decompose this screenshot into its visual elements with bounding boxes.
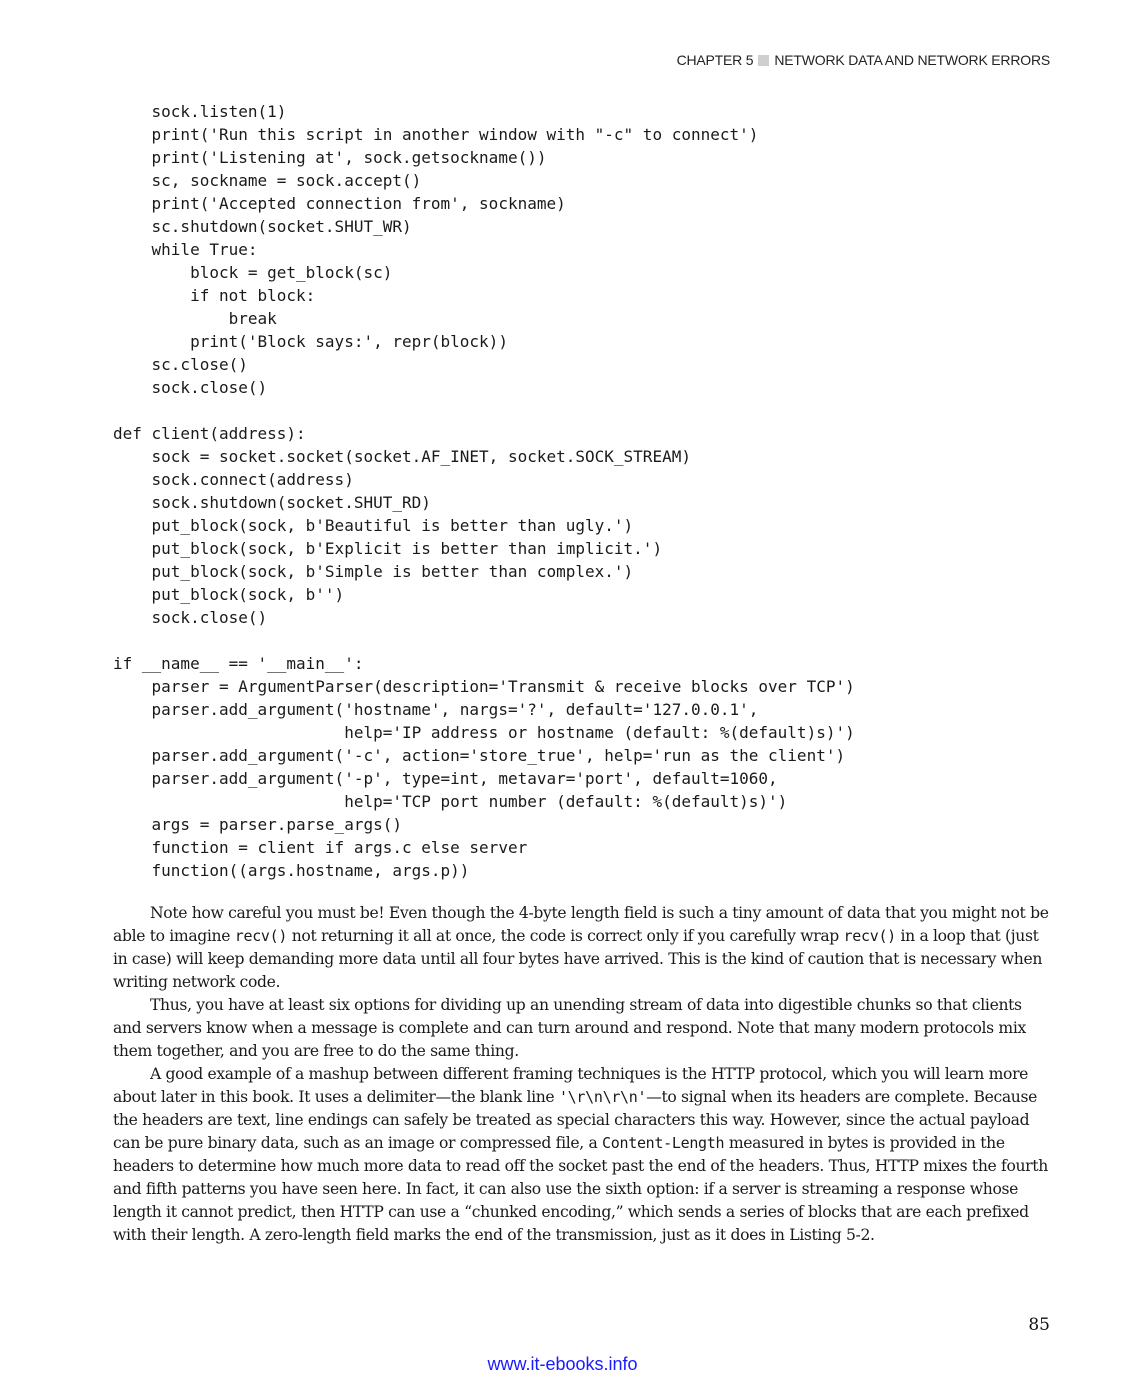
code-line: block = get_block(sc)	[113, 263, 393, 282]
code-line: parser = ArgumentParser(description='Transmit & receive blocks over TCP')	[113, 677, 855, 696]
code-line: parser.add_argument('hostname', nargs='?', default='127.0.0.1',	[113, 700, 759, 719]
code-line: parser.add_argument('-c', action='store_true', help='run as the client')	[113, 746, 846, 765]
code-line: print('Accepted connection from', sockname)	[113, 194, 566, 213]
code-line: def client(address):	[113, 424, 306, 443]
code-line: function((args.hostname, args.p))	[113, 861, 470, 880]
inline-code-recv-2: recv()	[843, 927, 896, 945]
code-line: sc.close()	[113, 355, 248, 374]
code-line: if not block:	[113, 286, 316, 305]
code-line	[113, 399, 1053, 422]
code-line: put_block(sock, b'Simple is better than complex.')	[113, 562, 634, 581]
code-line: put_block(sock, b'Explicit is better than implicit.')	[113, 539, 663, 558]
code-line: put_block(sock, b'')	[113, 585, 345, 604]
page-number: 85	[1028, 1315, 1050, 1335]
code-listing	[113, 100, 1053, 882]
code-line: sock.shutdown(socket.SHUT_RD)	[113, 493, 431, 512]
code-line: parser.add_argument('-p', type=int, metavar='port', default=1060,	[113, 769, 778, 788]
body-text	[113, 902, 1053, 1247]
paragraph-1	[113, 902, 1053, 994]
code-line: if __name__ == '__main__':	[113, 654, 364, 673]
inline-code-content-length: Content-Length	[602, 1134, 725, 1152]
header-separator-square	[758, 55, 769, 66]
chapter-label: CHAPTER 5	[676, 52, 754, 68]
code-line: function = client if args.c else server	[113, 838, 528, 857]
paragraph-3	[113, 1063, 1053, 1247]
code-line: help='TCP port number (default: %(default)s)')	[113, 792, 788, 811]
code-line: put_block(sock, b'Beautiful is better than ugly.')	[113, 516, 634, 535]
code-line: sock = socket.socket(socket.AF_INET, socket.SOCK_STREAM)	[113, 447, 691, 466]
code-line: args = parser.parse_args()	[113, 815, 402, 834]
code-line: sock.connect(address)	[113, 470, 354, 489]
code-line	[113, 629, 1053, 652]
inline-code-delimiter: '\r\n\r\n'	[558, 1088, 647, 1106]
paragraph-1-text-c: in a loop that (just in case) will keep demanding more data until all four bytes have arrived. This is the kind of caution that is necessary when writing network code.	[113, 927, 1043, 991]
paragraph-2: Thus, you have at least six options for dividing up an unending stream of data into digestible chunks so that clients and servers know when a message is complete and can turn around and respond. Note that many modern protocols mix them together, and you are free to do the same thing.	[113, 996, 1026, 1060]
code-line: sc.shutdown(socket.SHUT_WR)	[113, 217, 412, 236]
paragraph-3-text-c: measured in bytes is provided in the headers to determine how much more data to read off the socket past the end of the headers. Thus, HTTP mixes the fourth and fifth patterns you have seen here. In fact, it can also use the sixth option: if a server is streaming a response whose length it cannot predict, then HTTP can use a “chunked encoding,” which sends a series of blocks that are each prefixed with their length. A zero-length field marks the end of the transmission, just as it does in Listing 5-2.	[113, 1134, 1048, 1244]
code-line: help='IP address or hostname (default: %(default)s)')	[113, 723, 855, 742]
code-line: print('Run this script in another window with "-c" to connect')	[113, 125, 759, 144]
chapter-title: NETWORK DATA AND NETWORK ERRORS	[774, 52, 1050, 68]
running-header	[677, 52, 1050, 68]
code-line: sock.close()	[113, 608, 268, 627]
footer-website-link[interactable]: www.it-ebooks.info	[487, 1354, 638, 1374]
paragraph-3-text-a: A good example of a mashup between different framing techniques is the HTTP protocol, which you will learn more about later in this book. It uses a delimiter—the blank line	[113, 1065, 1029, 1106]
paragraph-1-text-a: Note how careful you must be! Even though the 4-byte length field is such a tiny amount of data that you might not be able to imagine	[113, 904, 1049, 945]
paragraph-3-text-b: —to signal when its headers are complete. Because the headers are text, line endings can safely be treated as special characters this way. However, since the actual payload can be pure binary data, such as an image or compressed file, a	[113, 1088, 1038, 1152]
code-line: while True:	[113, 240, 258, 259]
code-line: break	[113, 309, 277, 328]
code-line: sock.close()	[113, 378, 268, 397]
code-line: print('Listening at', sock.getsockname())	[113, 148, 547, 167]
paragraph-1-text-b: not returning it all at once, the code is correct only if you carefully wrap	[287, 927, 844, 945]
code-line: print('Block says:', repr(block))	[113, 332, 508, 351]
code-line: sc, sockname = sock.accept()	[113, 171, 422, 190]
code-line: sock.listen(1)	[113, 102, 287, 121]
inline-code-recv: recv()	[234, 927, 288, 945]
